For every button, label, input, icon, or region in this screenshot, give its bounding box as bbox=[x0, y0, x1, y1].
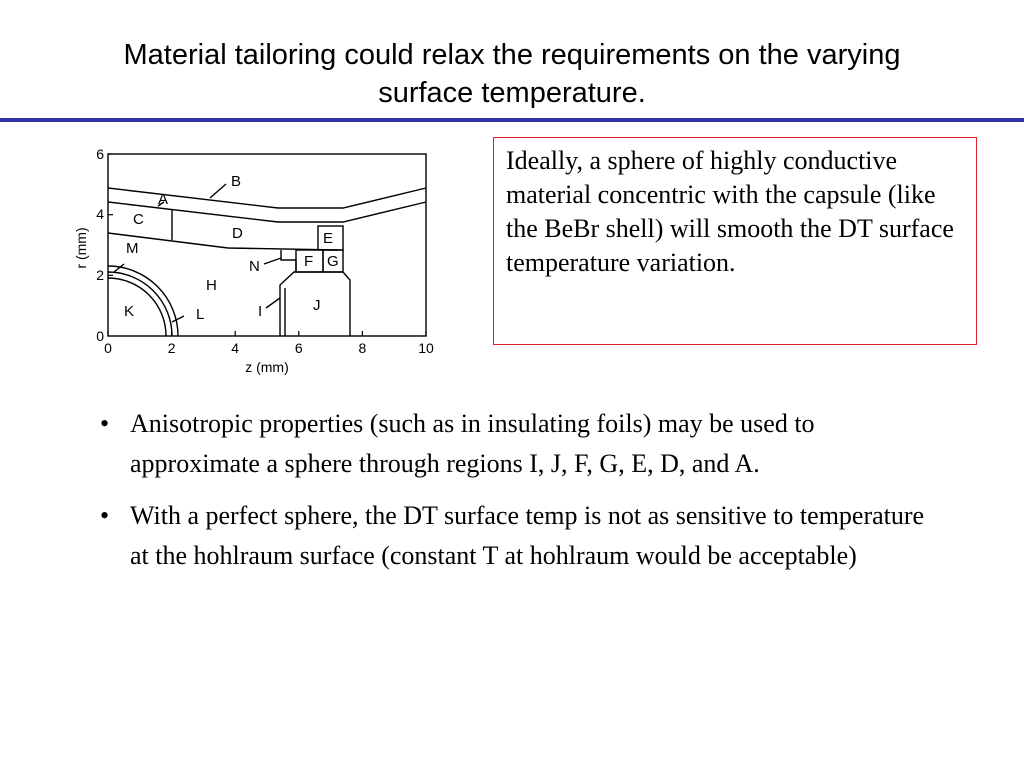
geometry-diagram bbox=[68, 138, 444, 382]
y-tick-label: 4 bbox=[96, 206, 104, 222]
bullet-item bbox=[100, 496, 930, 576]
capsule-arc-outer bbox=[108, 266, 178, 336]
bullet-marker: • bbox=[100, 501, 110, 530]
arrow-i bbox=[266, 298, 280, 308]
x-tick-label: 0 bbox=[104, 340, 112, 356]
region-label-n: N bbox=[249, 258, 260, 275]
region-label-d: D bbox=[232, 225, 243, 242]
callout-text: Ideally, a sphere of highly conductive material concentric with the capsule (like the BeBr shell) will smooth the DT surface temperature variation. bbox=[506, 146, 954, 277]
title-divider bbox=[0, 118, 1024, 122]
region-label-b: B bbox=[231, 173, 242, 190]
bullet-text: With a perfect sphere, the DT surface temp is not as sensitive to temperature at the hohlraum surface (constant T at hohlraum would be acceptable) bbox=[130, 501, 925, 570]
x-tick-label: 6 bbox=[294, 340, 303, 356]
hohlraum-geometry-figure bbox=[68, 138, 444, 382]
title-line-1: Material tailoring could relax the requirements on the varying bbox=[123, 39, 901, 71]
region-label-k: K bbox=[124, 303, 135, 320]
bullet-text: Anisotropic properties (such as in insulating foils) may be used to approximate a sphere through regions I, J, F, G, E, D, and A. bbox=[130, 409, 815, 478]
slide-title bbox=[30, 36, 994, 112]
region-label-i: I bbox=[258, 303, 263, 320]
region-label-j: J bbox=[313, 297, 321, 314]
x-axis-label: z (mm) bbox=[245, 359, 289, 375]
bullet-marker: • bbox=[100, 409, 110, 438]
region-label-m: M bbox=[126, 240, 139, 257]
x-tick-label: 4 bbox=[231, 340, 240, 356]
x-tick-label: 2 bbox=[167, 340, 176, 356]
y-axis-label: r (mm) bbox=[73, 227, 89, 269]
y-tick-label: 6 bbox=[96, 146, 104, 162]
region-label-f: F bbox=[304, 253, 314, 270]
bullet-list bbox=[100, 404, 930, 588]
bullet-item bbox=[100, 404, 930, 484]
region-n-step bbox=[281, 250, 296, 272]
region-label-g: G bbox=[327, 253, 339, 270]
boundary-d-line bbox=[108, 233, 338, 250]
callout-box bbox=[493, 137, 977, 345]
plot-frame bbox=[108, 154, 426, 336]
region-label-l: L bbox=[196, 306, 205, 323]
capsule-arc-middle bbox=[108, 272, 172, 336]
region-label-h: H bbox=[206, 277, 217, 294]
x-tick-label: 8 bbox=[358, 340, 367, 356]
arrow-b bbox=[210, 184, 226, 198]
boundary-a-line bbox=[108, 202, 426, 222]
region-label-a: A bbox=[158, 191, 169, 208]
title-line-2: surface temperature. bbox=[378, 77, 646, 109]
arrow-l bbox=[172, 316, 184, 322]
y-tick-label: 0 bbox=[96, 328, 104, 344]
region-label-e: E bbox=[323, 230, 334, 247]
region-label-c: C bbox=[133, 211, 144, 228]
x-tick-label: 10 bbox=[418, 340, 434, 356]
arrow-n bbox=[264, 258, 281, 264]
boundary-b-line bbox=[108, 188, 426, 208]
y-tick-label: 2 bbox=[96, 267, 104, 283]
